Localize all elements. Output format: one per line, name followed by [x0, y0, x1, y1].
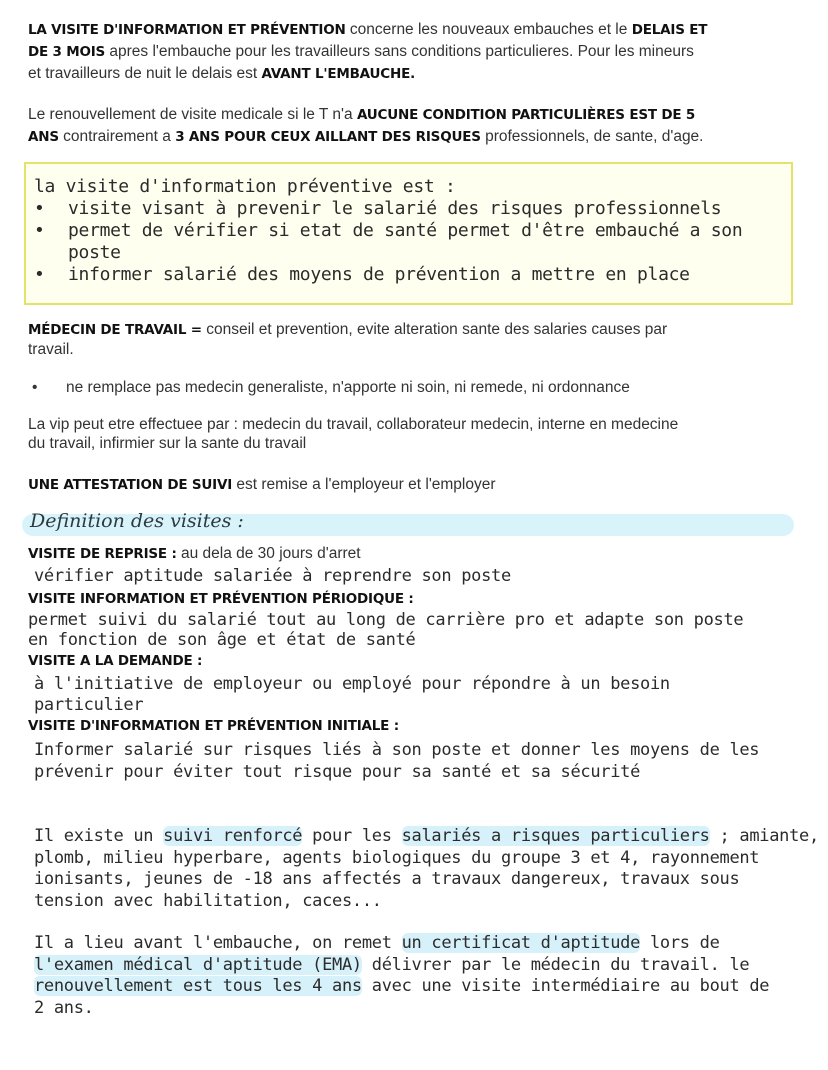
definition-text: vérifier aptitude salariée à reprendre son poste	[34, 566, 511, 586]
list-item-continued: poste	[68, 242, 121, 263]
text: travail.	[28, 341, 74, 358]
text: est remise a l'employeur et l'employer	[232, 476, 496, 493]
section-title: Definition des visites :	[30, 510, 244, 532]
bullet-icon: •	[34, 220, 45, 241]
box-title: la visite d'information préventive est :	[34, 176, 456, 197]
bold-text: MÉDECIN DE TRAVAIL =	[28, 322, 202, 338]
definition-label: VISITE INFORMATION ET PRÉVENTION PÉRIODIQUE :	[28, 590, 414, 607]
text: Il existe un	[34, 826, 164, 846]
text: tension avec habilitation, caces...	[34, 890, 382, 911]
definition-text: Informer salarié sur risques liés à son poste et donner les moyens de les	[34, 739, 760, 760]
highlighted-text: un certificat d'aptitude	[401, 933, 641, 953]
text: du travail, infirmier sur la sante du travail	[28, 435, 307, 452]
definition-text: particulier	[34, 695, 144, 715]
text: La vip peut etre effectuee par : medecin du travail, collaborateur medecin, interne en medecine	[28, 416, 679, 433]
list-item: permet de vérifier si etat de santé permet d'être embauché a son	[68, 220, 743, 241]
vip-paragraph	[28, 415, 798, 453]
bullet-icon: •	[34, 264, 45, 285]
definitions-list	[28, 543, 798, 782]
highlight-box	[24, 162, 793, 305]
text: délivrer par le médecin du travail. le	[361, 954, 750, 975]
suivi-paragraph	[34, 826, 819, 912]
intro-paragraph	[28, 19, 798, 85]
text: apres l'embauche pour les travailleurs sans conditions particulieres. Pour les mineurs	[105, 43, 694, 60]
text: conseil et prevention, evite alteration sante des salaries causes par	[201, 321, 668, 338]
bold-text: 3 ANS POUR CEUX AILLANT DES RISQUES	[175, 129, 481, 145]
text: Il a lieu avant l'embauche, on remet	[34, 933, 402, 953]
text: professionnels, de sante, d'age.	[480, 128, 704, 145]
text: Le renouvellement de visite medicale si le T n'a	[28, 106, 357, 123]
bullet-line	[28, 377, 798, 399]
highlighted-text: suivi renforcé	[163, 826, 303, 846]
box-content	[34, 176, 742, 286]
highlighted-text: salariés a risques particuliers	[401, 826, 710, 846]
definition-label: VISITE DE REPRISE :	[28, 546, 177, 562]
bold-text: ANS	[28, 129, 59, 145]
bold-text: UNE ATTESTATION DE SUIVI	[28, 477, 233, 493]
text: concerne les nouveaux embauches et le	[345, 21, 632, 38]
text: plomb, milieu hyperbare, agents biologiques du groupe 3 et 4, rayonnement	[34, 847, 760, 868]
bullet-icon: •	[32, 379, 38, 396]
highlighted-text: renouvellement est tous les 4 ans	[34, 976, 362, 996]
definition-text: en fonction de son âge et état de santé	[28, 630, 416, 650]
text: ionisants, jeunes de -18 ans affectés a travaux dangereux, travaux sous	[34, 869, 740, 889]
list-item: visite visant à prevenir le salarié des risques professionnels	[68, 198, 722, 219]
definition-label: VISITE A LA DEMANDE :	[28, 653, 203, 669]
lieu-paragraph	[34, 933, 798, 1019]
highlighted-text: l'examen médical d'aptitude (EMA)	[34, 954, 362, 975]
definition-text: permet suivi du salarié tout au long de carrière pro et adapte son poste	[28, 610, 744, 630]
bold-text: DE 3 MOIS	[28, 44, 106, 60]
text: au dela de 30 jours d'arret	[176, 545, 361, 562]
definition-text: à l'initiative de employeur ou employé pour répondre à un besoin	[34, 673, 670, 694]
text: lors de	[640, 933, 720, 953]
bold-text: LA VISITE D'INFORMATION ET PRÉVENTION	[28, 22, 346, 38]
bold-text: AUCUNE CONDITION PARTICULIÈRES EST DE 5	[356, 107, 696, 123]
text: avec une visite intermédiaire au bout de	[361, 976, 770, 996]
attestation-line	[28, 474, 798, 496]
text: pour les	[302, 826, 402, 846]
medecin-paragraph	[28, 320, 798, 360]
bullet-icon: •	[34, 198, 45, 219]
renewal-paragraph	[28, 104, 798, 148]
bold-text: AVANT L'EMBAUCHE.	[261, 66, 416, 82]
list-item: informer salarié des moyens de prévention a mettre en place	[68, 264, 690, 285]
definition-text: prévenir pour éviter tout risque pour sa santé et sa sécurité	[34, 761, 641, 782]
text: ne remplace pas medecin generaliste, n'apporte ni soin, ni remede, ni ordonnance	[66, 379, 630, 396]
text: ; amiante,	[709, 826, 819, 846]
definition-label: VISITE D'INFORMATION ET PRÉVENTION INITIALE :	[28, 718, 399, 734]
text: et travailleurs de nuit le delais est	[28, 65, 262, 82]
text: 2 ans.	[34, 997, 94, 1018]
text: contrairement a	[58, 128, 176, 145]
bold-text: DELAIS ET	[631, 22, 708, 38]
